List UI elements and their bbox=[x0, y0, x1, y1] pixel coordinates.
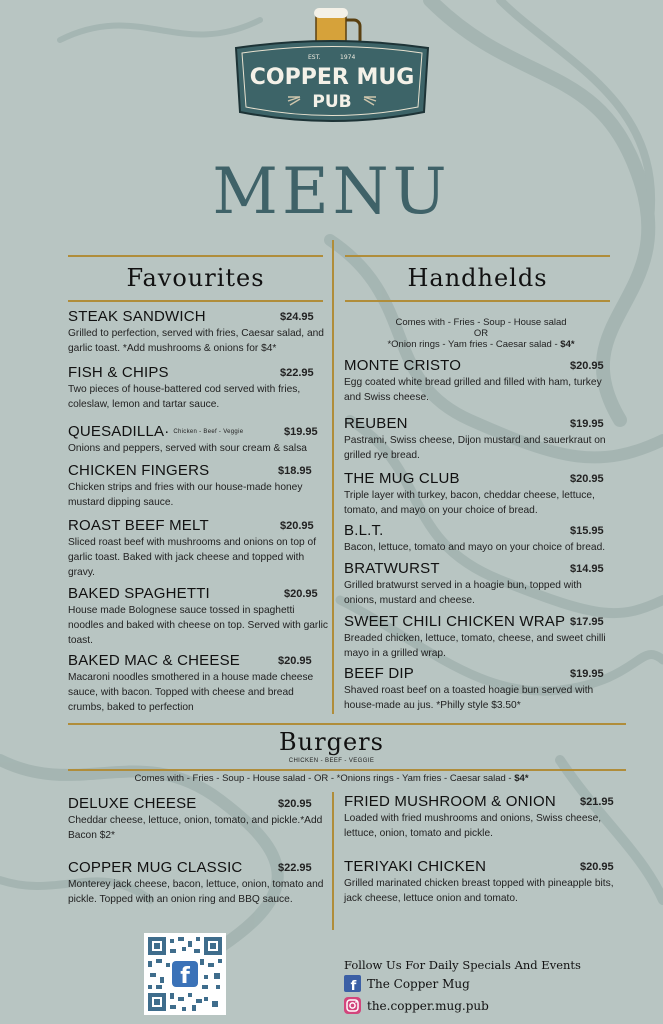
item-name: QUESADILLA· bbox=[68, 423, 170, 440]
item-description: Grilled bratwurst served in a hoagie bun, topped with onions, mustard and cheese. bbox=[344, 580, 582, 606]
burgers-options: CHICKEN - BEEF - VEGGIE bbox=[288, 758, 375, 764]
item-name: CHICKEN FINGERS bbox=[68, 462, 210, 479]
handhelds-note-line1: Comes with - Fries - Soup - House salad bbox=[395, 317, 567, 328]
burgers-sides-note bbox=[0, 773, 663, 784]
menu-item bbox=[68, 859, 334, 907]
item-price: $20.95 bbox=[278, 655, 312, 667]
item-description: Monterey jack cheese, bacon, lettuce, onion, tomato and pickle. Topped with an onion ring and BBQ sauce. bbox=[68, 879, 324, 905]
menu-item bbox=[344, 665, 626, 713]
handhelds-upgrade-price: $4* bbox=[560, 339, 575, 350]
item-name: REUBEN bbox=[344, 415, 408, 432]
item-description: Two pieces of house-battered cod served with fries, coleslaw, lemon and tartar sauce. bbox=[68, 384, 301, 410]
logo-year: 1974 bbox=[340, 54, 356, 61]
menu-item bbox=[344, 415, 616, 463]
item-name: FISH & CHIPS bbox=[68, 364, 169, 381]
menu-item bbox=[344, 560, 616, 608]
favourites-heading: Favourites bbox=[126, 264, 265, 292]
item-description: Pastrami, Swiss cheese, Dijon mustard and sauerkraut on grilled rye bread. bbox=[344, 435, 606, 461]
item-name: DELUXE CHEESE bbox=[68, 795, 197, 812]
divider-burgers-bottom bbox=[68, 769, 626, 771]
item-price: $19.95 bbox=[570, 418, 604, 430]
qr-code-icon[interactable] bbox=[144, 933, 226, 1015]
menu-item bbox=[344, 793, 624, 841]
burgers-note-text: Comes with - Fries - Soup - House salad - OR - *Onions rings - Yam fries - Caesar salad - bbox=[134, 773, 515, 784]
divider-hand-top bbox=[345, 255, 610, 257]
item-name: TERIYAKI CHICKEN bbox=[344, 858, 487, 875]
item-name: SWEET CHILI CHICKEN WRAP bbox=[344, 613, 566, 630]
svg-text:f: f bbox=[350, 979, 357, 992]
item-price: $19.95 bbox=[284, 426, 318, 438]
menu-item bbox=[68, 652, 332, 715]
item-price: $18.95 bbox=[278, 465, 312, 477]
handhelds-note-line2: OR bbox=[473, 328, 489, 339]
item-price: $15.95 bbox=[570, 525, 604, 537]
burgers-upgrade-price: $4* bbox=[514, 773, 529, 784]
divider-fav-top bbox=[68, 255, 323, 257]
item-price: $22.95 bbox=[280, 367, 314, 379]
follow-us-text: Follow Us For Daily Specials And Events bbox=[344, 958, 581, 972]
item-description: Sliced roast beef with mushrooms and onions on top of garlic toast. Baked with jack cheese and topped with gravy. bbox=[68, 537, 317, 578]
item-price: $22.95 bbox=[278, 862, 312, 874]
menu-item bbox=[68, 517, 330, 580]
instagram-handle: the.copper.mug.pub bbox=[367, 998, 489, 1013]
facebook-handle: The Copper Mug bbox=[367, 976, 470, 991]
item-description: Loaded with fried mushrooms and onions, Swiss cheese, lettuce, onion, tomato and pickle. bbox=[344, 813, 602, 839]
item-price: $20.95 bbox=[284, 588, 318, 600]
item-price: $20.95 bbox=[570, 473, 604, 485]
item-options: Chicken - Beef - Veggie bbox=[173, 429, 244, 436]
facebook-link[interactable] bbox=[344, 975, 470, 992]
burgers-heading: Burgers bbox=[279, 728, 384, 756]
menu-item bbox=[68, 364, 330, 412]
handhelds-heading: Handhelds bbox=[407, 264, 548, 292]
item-description: Grilled marinated chicken breast topped with pineapple bits, jack cheese, lettuce onion and tomato. bbox=[344, 878, 614, 904]
item-name: FRIED MUSHROOM & ONION bbox=[344, 793, 556, 810]
item-name: B.L.T. bbox=[344, 522, 384, 539]
item-name: MONTE CRISTO bbox=[344, 357, 462, 374]
item-description: Onions and peppers, served with sour cream & salsa bbox=[68, 443, 307, 454]
divider-hand-bottom bbox=[345, 300, 610, 302]
item-price: $20.95 bbox=[580, 861, 614, 873]
menu-item bbox=[344, 357, 616, 405]
menu-item bbox=[68, 462, 330, 510]
item-description: Chicken strips and fries with our house-made honey mustard dipping sauce. bbox=[68, 482, 303, 508]
item-description: Bacon, lettuce, tomato and mayo on your choice of bread. bbox=[344, 542, 606, 553]
svg-text:f: f bbox=[180, 964, 190, 989]
facebook-icon bbox=[344, 975, 361, 992]
divider-fav-bottom bbox=[68, 300, 323, 302]
item-name: ROAST BEEF MELT bbox=[68, 517, 209, 534]
item-description: House made Bolognese sauce tossed in spaghetti noodles and baked with cheese on top. Served with garlic toast. bbox=[68, 605, 328, 646]
item-price: $20.95 bbox=[570, 360, 604, 372]
logo-line1: COPPER MUG bbox=[249, 65, 415, 90]
item-description: Breaded chicken, lettuce, tomato, cheese, and sweet chilli mayo in a grilled wrap. bbox=[344, 633, 606, 659]
item-price: $24.95 bbox=[280, 311, 314, 323]
item-description: Grilled to perfection, served with fries, Caesar salad, and garlic toast. *Add mushrooms & onions for $4* bbox=[68, 328, 324, 354]
item-price: $20.95 bbox=[278, 798, 312, 810]
instagram-icon bbox=[344, 997, 361, 1014]
instagram-link[interactable] bbox=[344, 997, 489, 1014]
menu-title: MENU bbox=[212, 155, 451, 229]
pub-logo bbox=[228, 8, 436, 138]
menu-item bbox=[344, 613, 616, 661]
menu-item bbox=[344, 470, 616, 518]
item-description: Shaved roast beef on a toasted hoagie bun served with house-made au jus. *Philly style $3.50* bbox=[344, 685, 594, 711]
menu-item bbox=[344, 522, 640, 555]
item-description: Egg coated white bread grilled and filled with ham, turkey and Swiss cheese. bbox=[344, 377, 602, 403]
item-name: BRATWURST bbox=[344, 560, 440, 577]
item-price: $17.95 bbox=[570, 616, 604, 628]
handhelds-note-line3: *Onion rings - Yam fries - Caesar salad - bbox=[387, 339, 561, 350]
item-price: $14.95 bbox=[570, 563, 604, 575]
handhelds-sides-note bbox=[340, 317, 622, 350]
item-name: BAKED MAC & CHEESE bbox=[68, 652, 240, 669]
menu-item bbox=[68, 585, 332, 648]
divider-burgers-top bbox=[68, 723, 626, 725]
item-name: THE MUG CLUB bbox=[344, 470, 460, 487]
item-description: Triple layer with turkey, bacon, cheddar cheese, lettuce, tomato, and mayo on your choice of bread. bbox=[344, 490, 595, 516]
logo-est: EST. bbox=[308, 54, 321, 61]
menu-item bbox=[344, 858, 624, 906]
menu-item bbox=[68, 423, 336, 456]
item-description: Cheddar cheese, lettuce, onion, tomato, and pickle.*Add Bacon $2* bbox=[68, 815, 323, 841]
item-description: Macaroni noodles smothered in a house made cheese sauce, with bacon. Topped with cheese and bread crumbs, baked to perfection bbox=[68, 672, 314, 713]
item-price: $20.95 bbox=[280, 520, 314, 532]
item-price: $21.95 bbox=[580, 796, 614, 808]
item-name: COPPER MUG CLASSIC bbox=[68, 859, 243, 876]
item-name: BEEF DIP bbox=[344, 665, 414, 682]
menu-item bbox=[68, 308, 336, 356]
item-price: $19.95 bbox=[570, 668, 604, 680]
logo-line2: PUB bbox=[312, 92, 352, 112]
item-name: BAKED SPAGHETTI bbox=[68, 585, 210, 602]
menu-item bbox=[68, 795, 330, 843]
item-name: STEAK SANDWICH bbox=[68, 308, 206, 325]
